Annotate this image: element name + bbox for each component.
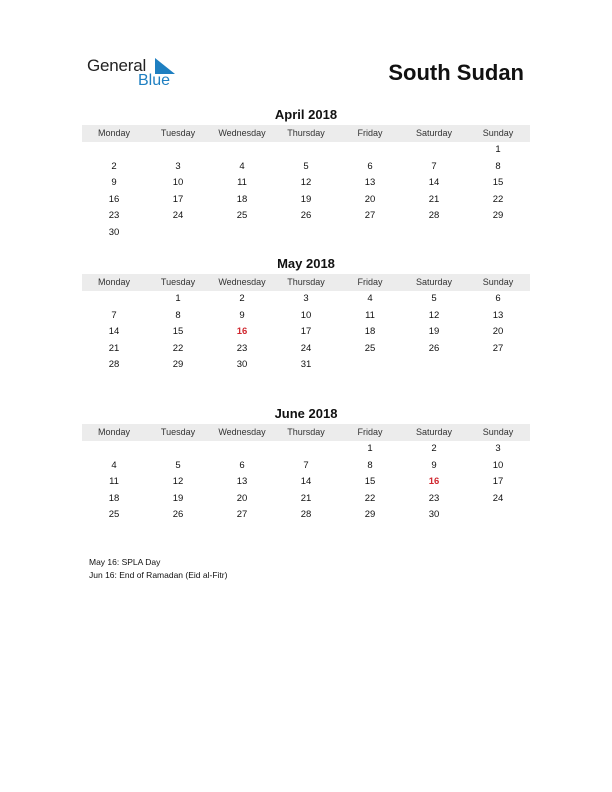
weekday-header: Saturday bbox=[402, 274, 466, 291]
empty-day-cell bbox=[402, 225, 466, 242]
day-cell: 24 bbox=[172, 210, 184, 222]
month-title: June 2018 bbox=[274, 406, 338, 421]
day-cell: 12 bbox=[300, 177, 312, 189]
day-cell: 3 bbox=[175, 160, 181, 172]
month-june bbox=[82, 406, 530, 524]
day-cell: 23 bbox=[428, 492, 440, 504]
day-cell: 22 bbox=[172, 342, 184, 354]
day-cell: 8 bbox=[367, 459, 373, 471]
day-cell: 10 bbox=[492, 459, 504, 471]
weekday-header: Thursday bbox=[274, 125, 338, 142]
day-cell: 18 bbox=[364, 326, 376, 338]
holiday-note: May 16: SPLA Day bbox=[89, 557, 161, 567]
weekday-header: Saturday bbox=[402, 125, 466, 142]
holiday-note: Jun 16: End of Ramadan (Eid al-Fitr) bbox=[89, 570, 228, 580]
day-cell: 31 bbox=[300, 359, 312, 371]
empty-day-cell bbox=[82, 142, 146, 159]
logo-text-blue: Blue bbox=[138, 72, 171, 89]
day-cell: 17 bbox=[492, 476, 504, 488]
day-cell: 27 bbox=[364, 210, 376, 222]
day-cell: 12 bbox=[172, 476, 184, 488]
day-cell: 11 bbox=[237, 177, 247, 189]
day-cell: 15 bbox=[172, 326, 184, 338]
empty-day-cell bbox=[274, 225, 338, 242]
calendar-grid bbox=[82, 424, 530, 524]
day-cell: 9 bbox=[431, 459, 437, 471]
day-cell: 5 bbox=[303, 160, 309, 172]
day-cell: 11 bbox=[365, 309, 375, 321]
weekday-header: Sunday bbox=[466, 274, 530, 291]
day-cell: 2 bbox=[111, 160, 117, 172]
logo-text-general: General bbox=[87, 56, 147, 75]
empty-day-cell bbox=[338, 357, 402, 374]
empty-day-cell bbox=[466, 507, 530, 524]
weekday-header: Friday bbox=[338, 424, 402, 441]
weekday-header: Wednesday bbox=[210, 125, 274, 142]
day-cell: 24 bbox=[300, 342, 312, 354]
day-cell: 29 bbox=[172, 359, 184, 371]
day-cell: 10 bbox=[172, 177, 184, 189]
day-cell: 9 bbox=[111, 177, 117, 189]
weekday-header: Sunday bbox=[466, 424, 530, 441]
day-cell: 19 bbox=[172, 492, 184, 504]
day-cell: 7 bbox=[111, 309, 117, 321]
day-cell: 5 bbox=[175, 459, 181, 471]
day-cell: 6 bbox=[367, 160, 373, 172]
day-cell: 4 bbox=[111, 459, 117, 471]
empty-day-cell bbox=[274, 142, 338, 159]
day-cell: 8 bbox=[495, 160, 501, 172]
day-cell: 13 bbox=[492, 309, 504, 321]
day-cell: 1 bbox=[367, 443, 373, 454]
day-cell: 12 bbox=[428, 309, 440, 321]
empty-day-cell bbox=[146, 142, 210, 159]
calendar-grid bbox=[82, 125, 530, 242]
day-cell: 22 bbox=[364, 492, 376, 504]
day-cell: 29 bbox=[492, 210, 504, 222]
day-cell: 7 bbox=[431, 160, 437, 172]
day-cell: 25 bbox=[236, 210, 248, 222]
day-cell: 25 bbox=[364, 342, 376, 354]
month-title: April 2018 bbox=[274, 107, 338, 122]
weekday-header: Friday bbox=[338, 274, 402, 291]
day-cell: 14 bbox=[300, 476, 312, 488]
day-cell: 20 bbox=[492, 326, 504, 338]
day-cell: 22 bbox=[492, 193, 504, 205]
weekday-header: Tuesday bbox=[146, 424, 210, 441]
day-cell: 15 bbox=[364, 476, 376, 488]
day-cell: 30 bbox=[428, 509, 440, 521]
empty-day-cell bbox=[274, 441, 338, 458]
day-cell: 9 bbox=[239, 309, 245, 321]
day-cell: 17 bbox=[300, 326, 312, 338]
month-april bbox=[82, 107, 530, 242]
day-cell: 20 bbox=[364, 193, 376, 205]
day-cell: 21 bbox=[428, 193, 440, 205]
day-cell: 24 bbox=[492, 492, 504, 504]
day-cell: 26 bbox=[300, 210, 312, 222]
weekday-header: Sunday bbox=[466, 125, 530, 142]
empty-day-cell bbox=[82, 291, 146, 308]
weekday-header: Monday bbox=[82, 424, 146, 441]
day-cell: 14 bbox=[428, 177, 440, 189]
weekday-header: Thursday bbox=[274, 424, 338, 441]
day-cell: 1 bbox=[495, 144, 501, 155]
day-cell: 23 bbox=[236, 342, 248, 354]
month-title: May 2018 bbox=[277, 256, 335, 271]
day-cell: 30 bbox=[108, 226, 120, 238]
holiday-day-cell: 16 bbox=[428, 476, 440, 488]
weekday-header: Monday bbox=[82, 125, 146, 142]
day-cell: 5 bbox=[431, 293, 437, 304]
day-cell: 10 bbox=[300, 309, 312, 321]
day-cell: 27 bbox=[492, 342, 504, 354]
day-cell: 2 bbox=[239, 293, 245, 304]
holiday-notes bbox=[89, 556, 227, 582]
weekday-header: Friday bbox=[338, 125, 402, 142]
day-cell: 28 bbox=[300, 509, 312, 521]
day-cell: 19 bbox=[428, 326, 440, 338]
day-cell: 16 bbox=[108, 193, 120, 205]
day-cell: 30 bbox=[236, 359, 248, 371]
weekday-header: Wednesday bbox=[210, 274, 274, 291]
weekday-header: Wednesday bbox=[210, 424, 274, 441]
day-cell: 2 bbox=[431, 443, 437, 454]
day-cell: 14 bbox=[108, 326, 120, 338]
day-cell: 3 bbox=[303, 293, 309, 304]
empty-day-cell bbox=[82, 441, 146, 458]
day-cell: 7 bbox=[303, 459, 309, 471]
day-cell: 6 bbox=[239, 459, 245, 471]
month-may bbox=[82, 256, 530, 374]
day-cell: 28 bbox=[108, 359, 120, 371]
day-cell: 13 bbox=[236, 476, 248, 488]
empty-day-cell bbox=[402, 357, 466, 374]
day-cell: 28 bbox=[428, 210, 440, 222]
day-cell: 27 bbox=[236, 509, 248, 521]
day-cell: 15 bbox=[492, 177, 504, 189]
day-cell: 21 bbox=[108, 342, 120, 354]
day-cell: 4 bbox=[239, 160, 245, 172]
day-cell: 8 bbox=[175, 309, 181, 321]
country-title: South Sudan bbox=[388, 60, 524, 85]
weekday-header: Thursday bbox=[274, 274, 338, 291]
day-cell: 26 bbox=[172, 509, 184, 521]
weekday-header: Tuesday bbox=[146, 125, 210, 142]
weekday-header: Monday bbox=[82, 274, 146, 291]
empty-day-cell bbox=[210, 225, 274, 242]
day-cell: 4 bbox=[367, 293, 373, 304]
empty-day-cell bbox=[466, 357, 530, 374]
day-cell: 17 bbox=[172, 193, 184, 205]
empty-day-cell bbox=[146, 441, 210, 458]
day-cell: 6 bbox=[495, 293, 501, 304]
day-cell: 1 bbox=[175, 293, 181, 304]
empty-day-cell bbox=[210, 142, 274, 159]
calendar-grid bbox=[82, 274, 530, 374]
day-cell: 19 bbox=[300, 193, 312, 205]
day-cell: 18 bbox=[108, 492, 120, 504]
day-cell: 26 bbox=[428, 342, 440, 354]
empty-day-cell bbox=[146, 225, 210, 242]
weekday-header: Tuesday bbox=[146, 274, 210, 291]
generalblue-logo bbox=[87, 56, 197, 92]
day-cell: 21 bbox=[300, 492, 312, 504]
day-cell: 18 bbox=[236, 193, 248, 205]
empty-day-cell bbox=[466, 225, 530, 242]
empty-day-cell bbox=[402, 142, 466, 159]
day-cell: 23 bbox=[108, 210, 120, 222]
day-cell: 3 bbox=[495, 443, 501, 454]
day-cell: 29 bbox=[364, 509, 376, 521]
day-cell: 11 bbox=[109, 476, 119, 488]
day-cell: 20 bbox=[236, 492, 248, 504]
day-cell: 25 bbox=[108, 509, 120, 521]
weekday-header: Saturday bbox=[402, 424, 466, 441]
empty-day-cell bbox=[338, 142, 402, 159]
day-cell: 13 bbox=[364, 177, 376, 189]
empty-day-cell bbox=[338, 225, 402, 242]
empty-day-cell bbox=[210, 441, 274, 458]
holiday-day-cell: 16 bbox=[236, 326, 248, 338]
